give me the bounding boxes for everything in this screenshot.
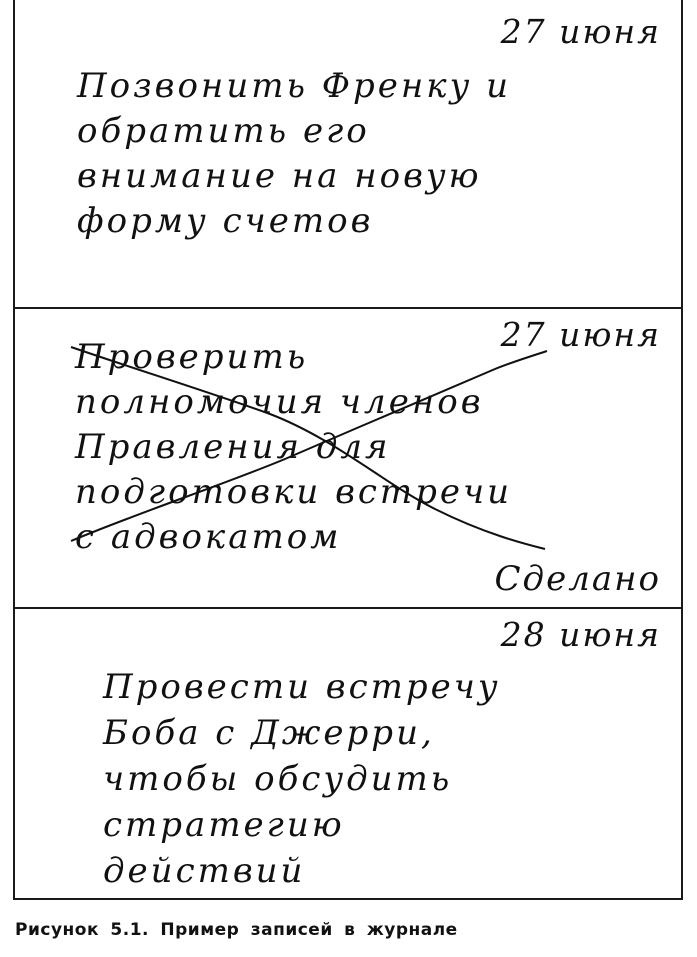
journal-entry (15, 609, 681, 900)
journal-entry (15, 0, 681, 309)
entry-note: Провести встречу Боба с Джерри, чтобы обсудить стратегию действий (103, 667, 501, 891)
entry-date: 27 июня (500, 12, 661, 51)
figure-caption: Рисунок 5.1. Пример записей в журнале (15, 920, 458, 940)
entry-date: 27 июня (500, 315, 661, 354)
journal-entry-completed (15, 309, 681, 609)
entry-note: Позвонить Френку и обратить его внимание на новую форму счетов (77, 66, 512, 241)
entry-note: Проверить полномочия членов Правления для подготовки встречи с адвокатом (75, 337, 513, 557)
entry-date: 28 июня (500, 615, 661, 654)
journal-sheet (13, 0, 683, 900)
done-mark: Сделано (494, 559, 661, 599)
